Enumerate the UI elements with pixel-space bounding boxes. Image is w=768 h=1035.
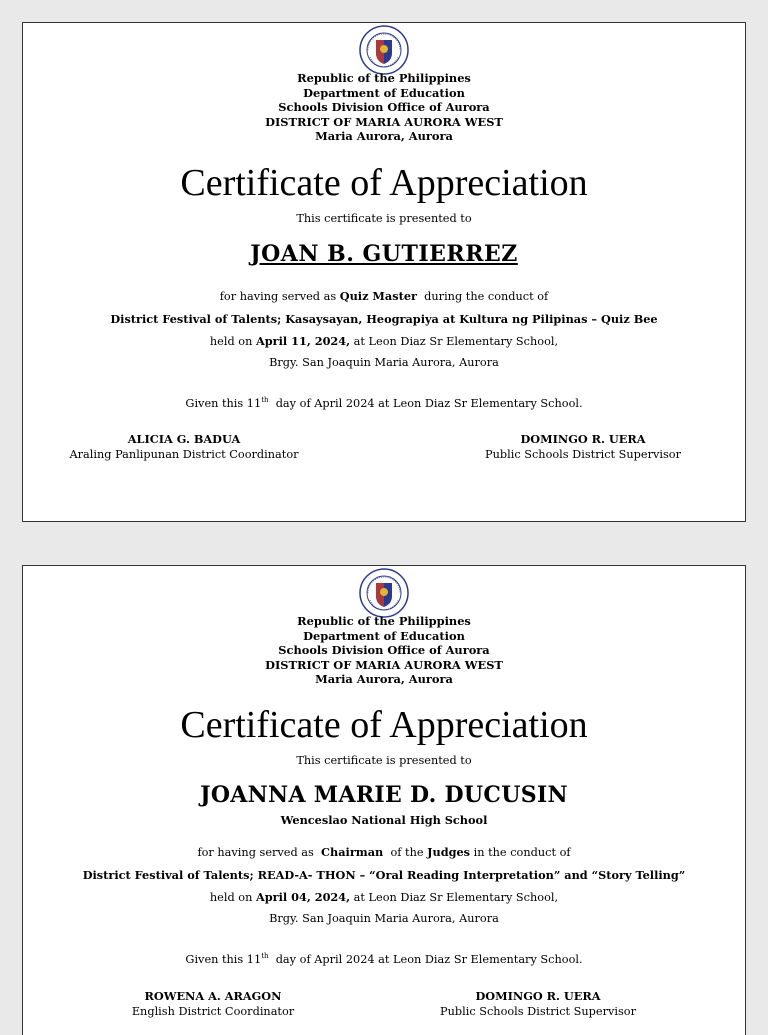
role: Quiz Master <box>339 289 417 303</box>
held-suffix: at Leon Diaz Sr Elementary School, <box>350 335 559 348</box>
recipient-name: JOAN B. GUTIERREZ <box>250 241 518 267</box>
given-sup: th <box>261 396 269 405</box>
given-suffix: day of April 2024 at Leon Diaz Sr Elementary School. <box>268 953 583 966</box>
certificate-2 <box>22 565 746 1035</box>
address-line: Brgy. San Joaquin Maria Aurora, Aurora <box>269 912 499 925</box>
event-line: District Festival of Talents; READ-A- THON – “Oral Reading Interpretation” and “Story Telling” <box>82 868 686 882</box>
signatory-right <box>453 432 713 462</box>
signatory-left-title: Araling Panlipunan District Coordinator <box>69 448 299 461</box>
header-line-department: Department of Education <box>303 85 465 100</box>
given-line <box>23 953 745 966</box>
signatory-right-name: DOMINGO R. UERA <box>520 432 646 446</box>
presented-text: This certificate is presented to <box>296 754 472 767</box>
header-line-department: Department of Education <box>303 628 465 643</box>
held-line <box>23 334 745 348</box>
served-suffix: in the conduct of <box>470 846 571 859</box>
held-line <box>23 890 745 904</box>
served-mid: of the <box>383 846 428 859</box>
held-prefix: held on <box>209 335 256 348</box>
signatory-right-title: Public Schools District Supervisor <box>439 1005 636 1018</box>
header-line-location: Maria Aurora, Aurora <box>315 129 453 144</box>
signatory-right <box>408 989 668 1019</box>
given-line <box>23 397 745 410</box>
certificate-title: Certificate of Appreciation <box>180 704 588 746</box>
given-suffix: day of April 2024 at Leon Diaz Sr Elementary School. <box>268 397 583 410</box>
role: Chairman <box>321 845 384 859</box>
deped-seal-icon <box>359 568 409 618</box>
presented-text: This certificate is presented to <box>296 212 472 225</box>
held-date: April 04, 2024, <box>255 890 351 904</box>
event-line: District Festival of Talents; Kasaysayan, Heograpiya at Kultura ng Pilipinas – Quiz Bee <box>110 312 658 326</box>
header-line-division: Schools Division Office of Aurora <box>278 643 490 658</box>
served-line <box>23 845 745 859</box>
role-judges: Judges <box>427 845 471 859</box>
signatory-left <box>113 989 313 1019</box>
signatory-right-title: Public Schools District Supervisor <box>484 448 681 461</box>
letterhead <box>23 614 745 687</box>
header-line-district: DISTRICT OF MARIA AURORA WEST <box>265 114 503 129</box>
served-prefix: for having served as <box>197 846 322 859</box>
given-sup: th <box>261 952 269 961</box>
header-line-republic: Republic of the Philippines <box>297 71 471 85</box>
recipient-name: JOANNA MARIE D. DUCUSIN <box>200 782 568 808</box>
signatory-left <box>69 432 299 462</box>
signatory-right-name: DOMINGO R. UERA <box>475 989 601 1003</box>
header-line-republic: Republic of the Philippines <box>297 614 471 628</box>
certificate-1 <box>22 22 746 522</box>
header-line-district: DISTRICT OF MARIA AURORA WEST <box>265 657 503 672</box>
letterhead <box>23 71 745 144</box>
served-line <box>23 289 745 303</box>
certificate-title: Certificate of Appreciation <box>180 162 588 204</box>
header-line-division: Schools Division Office of Aurora <box>278 100 490 115</box>
signatory-left-name: ROWENA A. ARAGON <box>144 989 282 1003</box>
served-suffix: during the conduct of <box>416 290 549 303</box>
deped-seal-icon <box>359 25 409 75</box>
held-suffix: at Leon Diaz Sr Elementary School, <box>350 891 559 904</box>
given-prefix: Given this 11 <box>185 953 262 966</box>
header-line-location: Maria Aurora, Aurora <box>315 672 453 687</box>
signatory-left-name: ALICIA G. BADUA <box>127 432 241 446</box>
served-prefix: for having served as <box>219 290 340 303</box>
recipient-school: Wenceslao National High School <box>280 813 488 827</box>
held-date: April 11, 2024, <box>255 334 351 348</box>
signatory-left-title: English District Coordinator <box>131 1005 295 1018</box>
address-line: Brgy. San Joaquin Maria Aurora, Aurora <box>269 356 499 369</box>
held-prefix: held on <box>209 891 256 904</box>
given-prefix: Given this 11 <box>185 397 262 410</box>
